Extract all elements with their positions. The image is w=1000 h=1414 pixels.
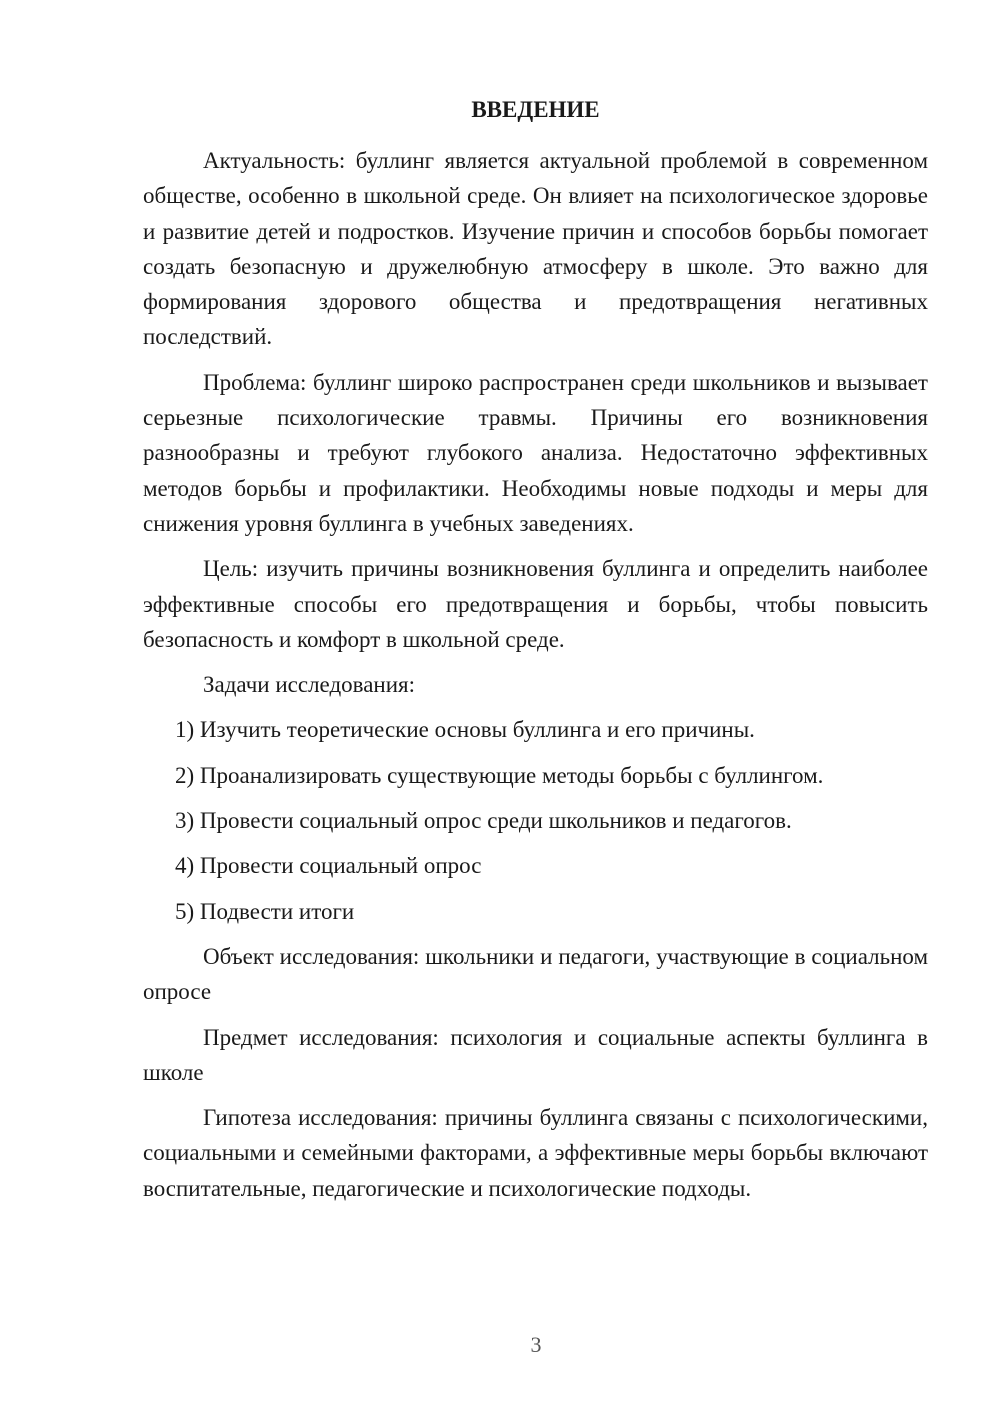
page-content bbox=[143, 92, 928, 1216]
paragraph-hypothesis: Гипотеза исследования: причины буллинга связаны с психологическими, социальными и семейными факторами, а эффективные меры борьбы включают воспитательные, педагогические и психологические подходы. bbox=[143, 1105, 928, 1201]
task-item-5: 5) Подвести итоги bbox=[175, 898, 355, 924]
task-item-3: 3) Провести социальный опрос среди школьников и педагогов. bbox=[175, 808, 792, 834]
paragraph-relevance: Актуальность: буллинг является актуальной проблемой в современном обществе, особенно в школьной среде. Он влияет на психологическое здоровье и развитие детей и подростков. Изучение причин и способов борьбы помогает создать безопасную и дружелюбную атмосферу в школе. Это важно для формирования здорового общества и предотвращения негативных последствий. bbox=[143, 148, 928, 350]
paragraph-goal: Цель: изучить причины возникновения буллинга и определить наиболее эффективные способы его предотвращения и борьбы, чтобы повысить безопасность и комфорт в школьной среде. bbox=[143, 556, 928, 652]
section-heading: ВВЕДЕНИЕ bbox=[471, 97, 600, 122]
task-item-4: 4) Провести социальный опрос bbox=[175, 853, 482, 879]
paragraph-tasks-intro: Задачи исследования: bbox=[203, 672, 416, 698]
paragraph-subject: Предмет исследования: психология и социальные аспекты буллинга в школе bbox=[143, 1024, 928, 1085]
page-number: 3 bbox=[530, 1332, 542, 1357]
paragraph-object: Объект исследования: школьники и педагоги, участвующие в социальном опросе bbox=[143, 943, 928, 1005]
paragraph-problem: Проблема: буллинг широко распространен среди школьников и вызывает серьезные психологические травмы. Причины его возникновения разнообразны и требуют глубокого анализа. Недостаточно эффективных методов борьбы и профилактики. Необходимы новые подходы и меры для снижения уровня буллинга в учебных заведениях. bbox=[143, 369, 928, 536]
task-item-2: 2) Проанализировать существующие методы борьбы с буллингом. bbox=[175, 762, 824, 788]
task-item-1: 1) Изучить теоретические основы буллинга и его причины. bbox=[175, 717, 755, 743]
